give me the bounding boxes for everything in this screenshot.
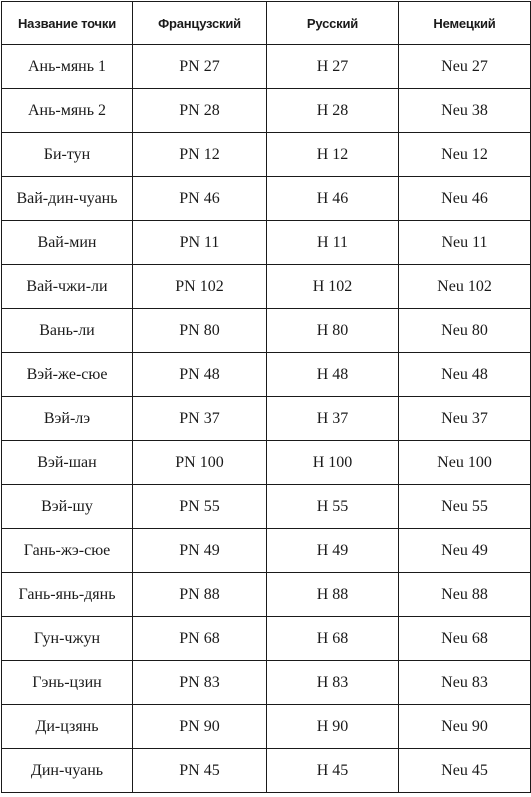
- cell-point-name: Вэй-шан: [2, 441, 133, 485]
- cell-russian: H 28: [267, 89, 399, 133]
- cell-point-name: Вэй-же-сюе: [2, 353, 133, 397]
- cell-french: PN 37: [133, 397, 267, 441]
- cell-russian: H 83: [267, 661, 399, 705]
- cell-french: PN 27: [133, 45, 267, 89]
- cell-russian: H 11: [267, 221, 399, 265]
- cell-french: PN 100: [133, 441, 267, 485]
- cell-french: PN 28: [133, 89, 267, 133]
- table-row: [2, 617, 531, 661]
- header-row: [2, 2, 531, 45]
- cell-french: PN 46: [133, 177, 267, 221]
- cell-german: Neu 48: [399, 353, 531, 397]
- cell-french: PN 102: [133, 265, 267, 309]
- cell-point-name: Вэй-лэ: [2, 397, 133, 441]
- cell-russian: H 27: [267, 45, 399, 89]
- cell-point-name: Ань-мянь 1: [2, 45, 133, 89]
- cell-german: Neu 27: [399, 45, 531, 89]
- cell-french: PN 48: [133, 353, 267, 397]
- cell-russian: H 90: [267, 705, 399, 749]
- cell-german: Neu 38: [399, 89, 531, 133]
- table-row: [2, 221, 531, 265]
- header-point-name: Название точки: [2, 2, 133, 45]
- points-table: [1, 1, 531, 793]
- cell-german: Neu 46: [399, 177, 531, 221]
- cell-german: Neu 68: [399, 617, 531, 661]
- table-row: [2, 177, 531, 221]
- cell-french: PN 90: [133, 705, 267, 749]
- cell-french: PN 45: [133, 749, 267, 793]
- cell-point-name: Гань-янь-дянь: [2, 573, 133, 617]
- cell-german: Neu 102: [399, 265, 531, 309]
- cell-point-name: Вай-дин-чуань: [2, 177, 133, 221]
- table-row: [2, 573, 531, 617]
- cell-russian: H 102: [267, 265, 399, 309]
- cell-point-name: Дин-чуань: [2, 749, 133, 793]
- cell-german: Neu 55: [399, 485, 531, 529]
- cell-russian: H 80: [267, 309, 399, 353]
- cell-point-name: Гань-жэ-сюе: [2, 529, 133, 573]
- cell-point-name: Гэнь-цзин: [2, 661, 133, 705]
- table-row: [2, 705, 531, 749]
- cell-german: Neu 12: [399, 133, 531, 177]
- cell-point-name: Вай-чжи-ли: [2, 265, 133, 309]
- table-row: [2, 661, 531, 705]
- table-row: [2, 529, 531, 573]
- cell-french: PN 68: [133, 617, 267, 661]
- cell-german: Neu 100: [399, 441, 531, 485]
- table-header: [2, 2, 531, 45]
- table-row: [2, 89, 531, 133]
- cell-point-name: Би-тун: [2, 133, 133, 177]
- cell-point-name: Ань-мянь 2: [2, 89, 133, 133]
- cell-russian: H 68: [267, 617, 399, 661]
- cell-russian: H 88: [267, 573, 399, 617]
- cell-german: Neu 45: [399, 749, 531, 793]
- cell-russian: H 12: [267, 133, 399, 177]
- cell-point-name: Вэй-шу: [2, 485, 133, 529]
- cell-french: PN 83: [133, 661, 267, 705]
- table-row: [2, 309, 531, 353]
- cell-german: Neu 90: [399, 705, 531, 749]
- cell-russian: H 37: [267, 397, 399, 441]
- cell-french: PN 12: [133, 133, 267, 177]
- cell-russian: H 55: [267, 485, 399, 529]
- table-row: [2, 397, 531, 441]
- cell-german: Neu 49: [399, 529, 531, 573]
- table-row: [2, 441, 531, 485]
- table-row: [2, 749, 531, 793]
- table-row: [2, 353, 531, 397]
- cell-point-name: Вань-ли: [2, 309, 133, 353]
- cell-french: PN 55: [133, 485, 267, 529]
- table-row: [2, 485, 531, 529]
- table-row: [2, 133, 531, 177]
- cell-russian: H 49: [267, 529, 399, 573]
- cell-french: PN 80: [133, 309, 267, 353]
- cell-russian: H 48: [267, 353, 399, 397]
- cell-russian: H 100: [267, 441, 399, 485]
- cell-german: Neu 88: [399, 573, 531, 617]
- cell-french: PN 49: [133, 529, 267, 573]
- table-row: [2, 45, 531, 89]
- cell-russian: H 45: [267, 749, 399, 793]
- points-table-container: [1, 1, 530, 793]
- table-row: [2, 265, 531, 309]
- cell-german: Neu 37: [399, 397, 531, 441]
- header-french: Французский: [133, 2, 267, 45]
- cell-german: Neu 80: [399, 309, 531, 353]
- cell-point-name: Гун-чжун: [2, 617, 133, 661]
- cell-french: PN 11: [133, 221, 267, 265]
- cell-russian: H 46: [267, 177, 399, 221]
- cell-german: Neu 83: [399, 661, 531, 705]
- header-german: Немецкий: [399, 2, 531, 45]
- cell-french: PN 88: [133, 573, 267, 617]
- table-body: [2, 45, 531, 793]
- cell-point-name: Вай-мин: [2, 221, 133, 265]
- header-russian: Русский: [267, 2, 399, 45]
- cell-german: Neu 11: [399, 221, 531, 265]
- cell-point-name: Ди-цзянь: [2, 705, 133, 749]
